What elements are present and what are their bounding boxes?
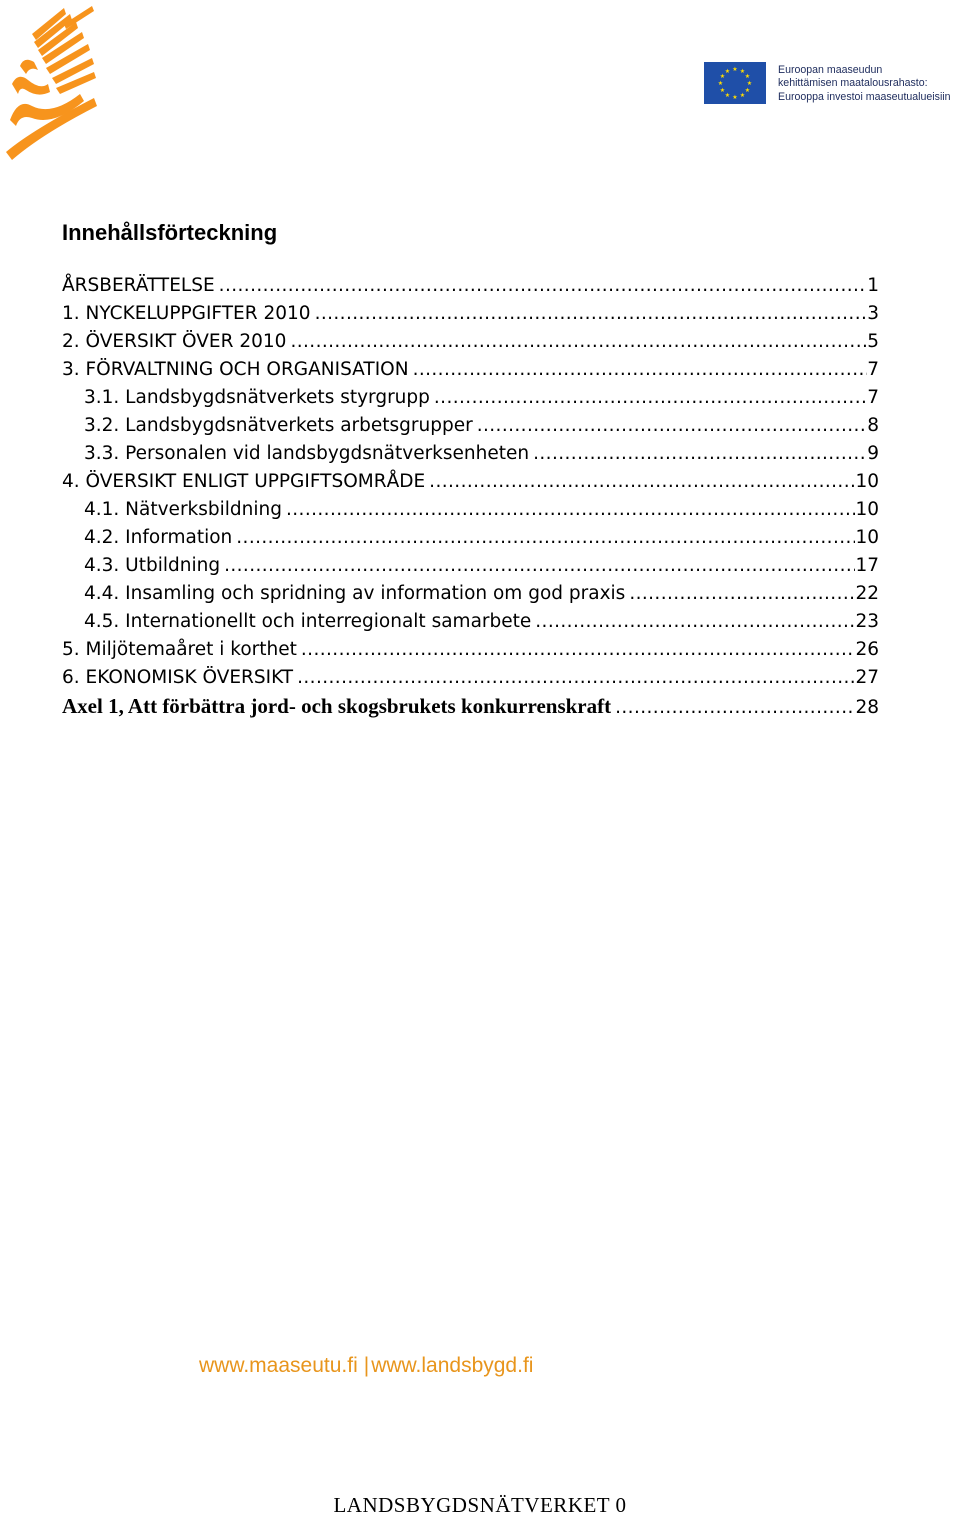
toc-entry-label: 2. ÖVERSIKT ÖVER 2010 bbox=[62, 331, 287, 352]
toc-entry-label: 6. EKONOMISK ÖVERSIKT bbox=[62, 667, 294, 688]
toc-entry-label: 3. FÖRVALTNING OCH ORGANISATION bbox=[62, 359, 409, 380]
toc-entry-label: Axel 1, Att förbättra jord- och skogsbrukets konkurrenskraft bbox=[62, 694, 612, 718]
toc-entry[interactable] bbox=[62, 384, 879, 412]
toc-leader-dots bbox=[533, 440, 867, 468]
toc-leader-dots bbox=[477, 412, 868, 440]
toc-leader-dots bbox=[413, 356, 868, 384]
toc-entry-label: 5. Miljötemaåret i korthet bbox=[62, 639, 297, 660]
eu-fund-banner bbox=[704, 62, 960, 106]
svg-text:★: ★ bbox=[717, 80, 724, 87]
footer-link-maaseutu[interactable]: www.maaseutu.fi bbox=[199, 1354, 358, 1377]
toc-leader-dots bbox=[219, 272, 868, 300]
toc-leader-dots bbox=[297, 664, 855, 692]
toc-leader-dots bbox=[286, 496, 855, 524]
toc-entry-page: 17 bbox=[855, 555, 879, 576]
table-of-contents bbox=[62, 272, 879, 720]
toc-entry-label: 4.3. Utbildning bbox=[84, 555, 221, 576]
toc-entry[interactable] bbox=[62, 440, 879, 468]
toc-entry-page: 3 bbox=[867, 303, 879, 324]
toc-entry-label: 4. ÖVERSIKT ENLIGT UPPGIFTSOMRÅDE bbox=[62, 471, 426, 492]
toc-entry[interactable] bbox=[62, 524, 879, 552]
toc-leader-dots bbox=[315, 300, 868, 328]
toc-entry[interactable] bbox=[62, 580, 879, 608]
toc-leader-dots bbox=[535, 608, 855, 636]
toc-entry-page: 10 bbox=[855, 527, 879, 548]
toc-leader-dots bbox=[629, 580, 855, 608]
toc-entry-label: ÅRSBERÄTTELSE bbox=[62, 275, 215, 296]
toc-entry-label: 3.1. Landsbygdsnätverkets styrgrupp bbox=[84, 387, 430, 408]
svg-text:★: ★ bbox=[732, 94, 738, 101]
toc-entry-label: 4.2. Information bbox=[84, 527, 233, 548]
toc-entry-page: 22 bbox=[855, 583, 879, 604]
toc-entry-label: 4.5. Internationellt och interregionalt samarbete bbox=[84, 611, 532, 632]
toc-entry-page: 27 bbox=[855, 667, 879, 688]
toc-entry[interactable] bbox=[62, 356, 879, 384]
toc-entry-label: 3.3. Personalen vid landsbygdsnätverksenheten bbox=[84, 443, 530, 464]
toc-leader-dots bbox=[429, 468, 855, 496]
toc-leader-dots bbox=[236, 524, 855, 552]
eu-fund-text bbox=[778, 64, 951, 104]
toc-leader-dots bbox=[615, 692, 855, 722]
toc-entry-label: 4.4. Insamling och spridning av information om god praxis bbox=[84, 583, 626, 604]
eu-fund-line-2: kehittämisen maatalousrahasto: bbox=[778, 77, 928, 90]
toc-entry[interactable] bbox=[62, 692, 879, 720]
toc-entry[interactable] bbox=[62, 272, 879, 300]
sheaf-logo-icon bbox=[2, 2, 102, 162]
svg-text:★: ★ bbox=[724, 68, 731, 75]
footer-link-separator: | bbox=[363, 1354, 370, 1377]
svg-text:★: ★ bbox=[746, 80, 753, 87]
toc-entry[interactable] bbox=[62, 328, 879, 356]
toc-title: Innehållsförteckning bbox=[62, 220, 278, 245]
toc-entry-page: 9 bbox=[867, 443, 879, 464]
toc-entry[interactable] bbox=[62, 608, 879, 636]
toc-entry-page: 10 bbox=[855, 471, 879, 492]
toc-entry-page: 7 bbox=[867, 359, 879, 380]
svg-text:★: ★ bbox=[732, 66, 738, 73]
svg-text:★: ★ bbox=[739, 92, 746, 99]
toc-entry-label: 4.1. Nätverksbildning bbox=[84, 499, 282, 520]
toc-entry[interactable] bbox=[62, 664, 879, 692]
toc-entry[interactable] bbox=[62, 300, 879, 328]
footer-link-landsbygd[interactable]: www.landsbygd.fi bbox=[371, 1354, 534, 1377]
toc-entry-page: 26 bbox=[855, 639, 879, 660]
eu-flag-icon bbox=[704, 62, 766, 104]
svg-text:★: ★ bbox=[744, 87, 751, 94]
svg-text:★: ★ bbox=[744, 73, 751, 80]
toc-entry[interactable] bbox=[62, 636, 879, 664]
toc-leader-dots bbox=[224, 552, 855, 580]
toc-entry-page: 7 bbox=[867, 387, 879, 408]
toc-leader-dots bbox=[434, 384, 867, 412]
toc-entry[interactable] bbox=[62, 552, 879, 580]
toc-leader-dots bbox=[301, 636, 856, 664]
toc-entry-label: 3.2. Landsbygdsnätverkets arbetsgrupper bbox=[84, 415, 473, 436]
toc-leader-dots bbox=[290, 328, 867, 356]
svg-text:★: ★ bbox=[739, 68, 746, 75]
toc-entry-page: 10 bbox=[855, 499, 879, 520]
toc-entry-page: 8 bbox=[867, 415, 879, 436]
svg-text:★: ★ bbox=[719, 73, 726, 80]
toc-entry-page: 5 bbox=[867, 331, 879, 352]
toc-entry[interactable] bbox=[62, 468, 879, 496]
eu-fund-line-1: Euroopan maaseudun bbox=[778, 64, 883, 76]
toc-entry-page: 23 bbox=[855, 611, 879, 632]
eu-fund-line-3: Eurooppa investoi maaseutualueisiin bbox=[778, 90, 951, 103]
toc-entry-page: 28 bbox=[855, 697, 879, 718]
toc-entry[interactable] bbox=[62, 496, 879, 524]
svg-text:★: ★ bbox=[719, 87, 726, 94]
footer-brand: LANDSBYGDSNÄTVERKET 0 bbox=[333, 1493, 627, 1517]
toc-entry-page: 1 bbox=[867, 275, 879, 296]
svg-text:★: ★ bbox=[724, 92, 731, 99]
toc-entry-label: 1. NYCKELUPPGIFTER 2010 bbox=[62, 303, 311, 324]
footer-links bbox=[199, 1352, 533, 1380]
toc-entry[interactable] bbox=[62, 412, 879, 440]
